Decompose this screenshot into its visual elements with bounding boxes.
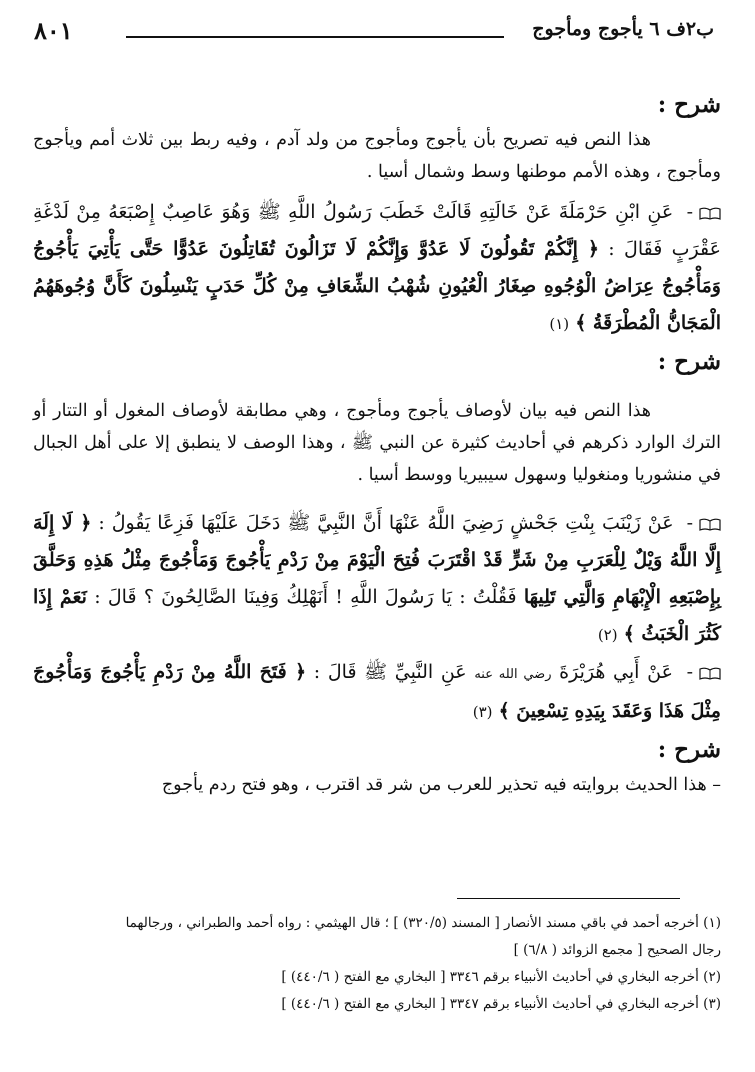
hadith-narration: عَنْ زَيْنَبَ بِنْتِ جَحْشٍ رَضِيَ اللَّهُ عَنْهَا أَنَّ النَّبِيَّ ﷺ دَخَلَ عَلَيْهَا فَزِعًا يَقُولُ :	[98, 512, 674, 534]
footnote-2: (٢) أخرجه البخاري في أحاديث الأنبياء برقم ٣٣٤٦ [ البخاري مع الفتح ( ٤٤٠/٦) ]	[281, 969, 721, 985]
hadith-quote: ﴿ فَتَحَ اللَّهُ مِنْ رَدْمِ يَأْجُوجَ وَمَأْجُوجَ مِثْلَ هَذَا وَعَقَدَ بِيَدِهِ تِسْعِينَ ﴾	[33, 661, 721, 722]
honorific: رضي الله عنه	[474, 667, 552, 682]
footnote-3: (٣) أخرجه البخاري في أحاديث الأنبياء برقم ٣٣٤٧ [ البخاري مع الفتح ( ٤٤٠/٦) ]	[281, 996, 721, 1012]
footnote-ref: (٢)	[597, 626, 618, 644]
footnote-1: (١) أخرجه أحمد في باقي مسند الأنصار [ المسند (٣٢٠/٥) ] ؛ قال الهيثمي : رواه أحمد والطبراني ، ورجالهما	[125, 915, 721, 931]
commentary-paragraph: هذا النص فيه بيان لأوصاف يأجوج ومأجوج ، وهي مطابقة لأوصاف المغول أو التتار أو الترك الوارد ذكرهم في أحاديث كثيرة عن النبي ﷺ ، وهذا الوصف لا ينطبق إلا على أهل الجبال في منشوريا ومنغوليا وسهول سيبيريا ووسط أسيا .	[33, 401, 721, 485]
main-text	[33, 86, 721, 801]
commentary-paragraph: هذا النص فيه تصريح بأن يأجوج ومأجوج من ولد آدم ، وفيه ربط بين ثلاث أمم ويأجوج ومأجوج ، وهذه الأمم موطنها وسط وشمال أسيا .	[33, 130, 721, 182]
open-book-icon	[699, 207, 721, 220]
hadith-quote: ﴿ لَا إِلَهَ إِلَّا اللَّهُ وَيْلٌ لِلْعَرَبِ مِنْ شَرٍّ قَدْ اقْتَرَبَ فُتِحَ الْيَوْمَ مِنْ رَدْمِ يَأْجُوجَ وَمَأْجُوجَ مِثْلُ هَذِهِ وَحَلَّقَ بِإِصْبَعِهِ الْإِبْهَامِ وَالَّتِي تَلِيهَا	[33, 512, 721, 608]
hadith-narration: عَنِ النَّبِيِّ ﷺ قَالَ :	[313, 661, 467, 683]
footnote-1-cont: رجال الصحيح [ مجمع الزوائد ( ٦/٨) ]	[513, 942, 721, 958]
footnotes	[33, 910, 721, 1018]
hadith-block-3: - عَنْ أَبِي هُرَيْرَةَ رضي الله عنه عَنِ النَّبِيِّ ﷺ قَالَ : ﴿ فَتَحَ اللَّهُ مِنْ رَدْمِ يَأْجُوجَ وَمَأْجُوجَ مِثْلَ هَذَا وَعَقَدَ بِيَدِهِ تِسْعِينَ ﴾ (٣)	[33, 661, 721, 722]
open-book-icon	[699, 518, 721, 531]
page-header	[34, 14, 714, 54]
page-number: ٨٠١	[34, 16, 73, 45]
footnote-ref: (١)	[549, 315, 570, 333]
header-rule	[126, 36, 504, 38]
hadith-quote: نَعَمْ إِذَا كَثُرَ الْخَبَثُ ﴾	[33, 586, 721, 645]
footnote-ref: (٣)	[472, 703, 493, 721]
commentary-paragraph: – هذا الحديث بروايته فيه تحذير للعرب من شر قد اقترب ، وهو فتح ردم يأجوج	[161, 775, 721, 795]
hadith-quote: ﴿ إِنَّكُمْ تَقُولُونَ لَا عَدُوَّ وَإِنَّكُمْ لَا تَزَالُونَ تُقَاتِلُونَ عَدُوًّا حَتَّى يَأْتِيَ يَأْجُوجُ وَمَأْجُوجُ عِرَاضُ الْوُجُوهِ صِغَارُ الْعُيُونِ شُهْبُ الشِّعَافِ مِنْ كُلِّ حَدَبٍ يَنْسِلُونَ كَأَنَّ وُجُوهَهُمُ الْمَجَانُّ الْمُطْرَقَةُ ﴾	[33, 238, 721, 334]
section-heading: شرح :	[657, 736, 721, 763]
hadith-narration: عَنِ ابْنِ حَرْمَلَةَ عَنْ خَالَتِهِ قَالَتْ خَطَبَ رَسُولُ اللَّهِ ﷺ وَهُوَ عَاصِبٌ إِصْبَعَهُ مِنْ لَدْغَةِ عَقْرَبٍ فَقَالَ :	[33, 201, 721, 260]
section-heading: شرح :	[657, 91, 721, 118]
section-heading: شرح :	[657, 348, 721, 375]
hadith-block-1: - عَنِ ابْنِ حَرْمَلَةَ عَنْ خَالَتِهِ قَالَتْ خَطَبَ رَسُولُ اللَّهِ ﷺ وَهُوَ عَاصِبٌ إِصْبَعَهُ مِنْ لَدْغَةِ عَقْرَبٍ فَقَالَ : ﴿ إِنَّكُمْ تَقُولُونَ لَا عَدُوَّ وَإِنَّكُمْ لَا تَزَالُونَ تُقَاتِلُونَ عَدُوًّا حَتَّى يَأْتِيَ يَأْجُوجُ وَمَأْجُوجُ عِرَاضُ الْوُجُوهِ صِغَارُ الْعُيُونِ شُهْبُ الشِّعَافِ مِنْ كُلِّ حَدَبٍ يَنْسِلُونَ كَأَنَّ وُجُوهَهُمُ الْمَجَانُّ الْمُطْرَقَةُ ﴾ (١)	[33, 201, 721, 334]
hadith-narration: عَنْ أَبِي هُرَيْرَةَ	[559, 661, 673, 683]
running-head: ب٢ف ٦ يأجوج ومأجوج	[532, 18, 714, 40]
hadith-narration: فَقُلْتُ : يَا رَسُولَ اللَّهِ ! أَنَهْلِكُ وَفِينَا الصَّالِحُونَ ؟ قَالَ :	[94, 586, 517, 608]
footnote-rule	[457, 898, 680, 899]
open-book-icon	[699, 667, 721, 680]
hadith-block-2: - عَنْ زَيْنَبَ بِنْتِ جَحْشٍ رَضِيَ اللَّهُ عَنْهَا أَنَّ النَّبِيَّ ﷺ دَخَلَ عَلَيْهَا فَزِعًا يَقُولُ : ﴿ لَا إِلَهَ إِلَّا اللَّهُ وَيْلٌ لِلْعَرَبِ مِنْ شَرٍّ قَدْ اقْتَرَبَ فُتِحَ الْيَوْمَ مِنْ رَدْمِ يَأْجُوجَ وَمَأْجُوجَ مِثْلُ هَذِهِ وَحَلَّقَ بِإِصْبَعِهِ الْإِبْهَامِ وَالَّتِي تَلِيهَا فَقُلْتُ : يَا رَسُولَ اللَّهِ ! أَنَهْلِكُ وَفِينَا الصَّالِحُونَ ؟ قَالَ : نَعَمْ إِذَا كَثُرَ الْخَبَثُ ﴾ (٢)	[33, 512, 721, 645]
